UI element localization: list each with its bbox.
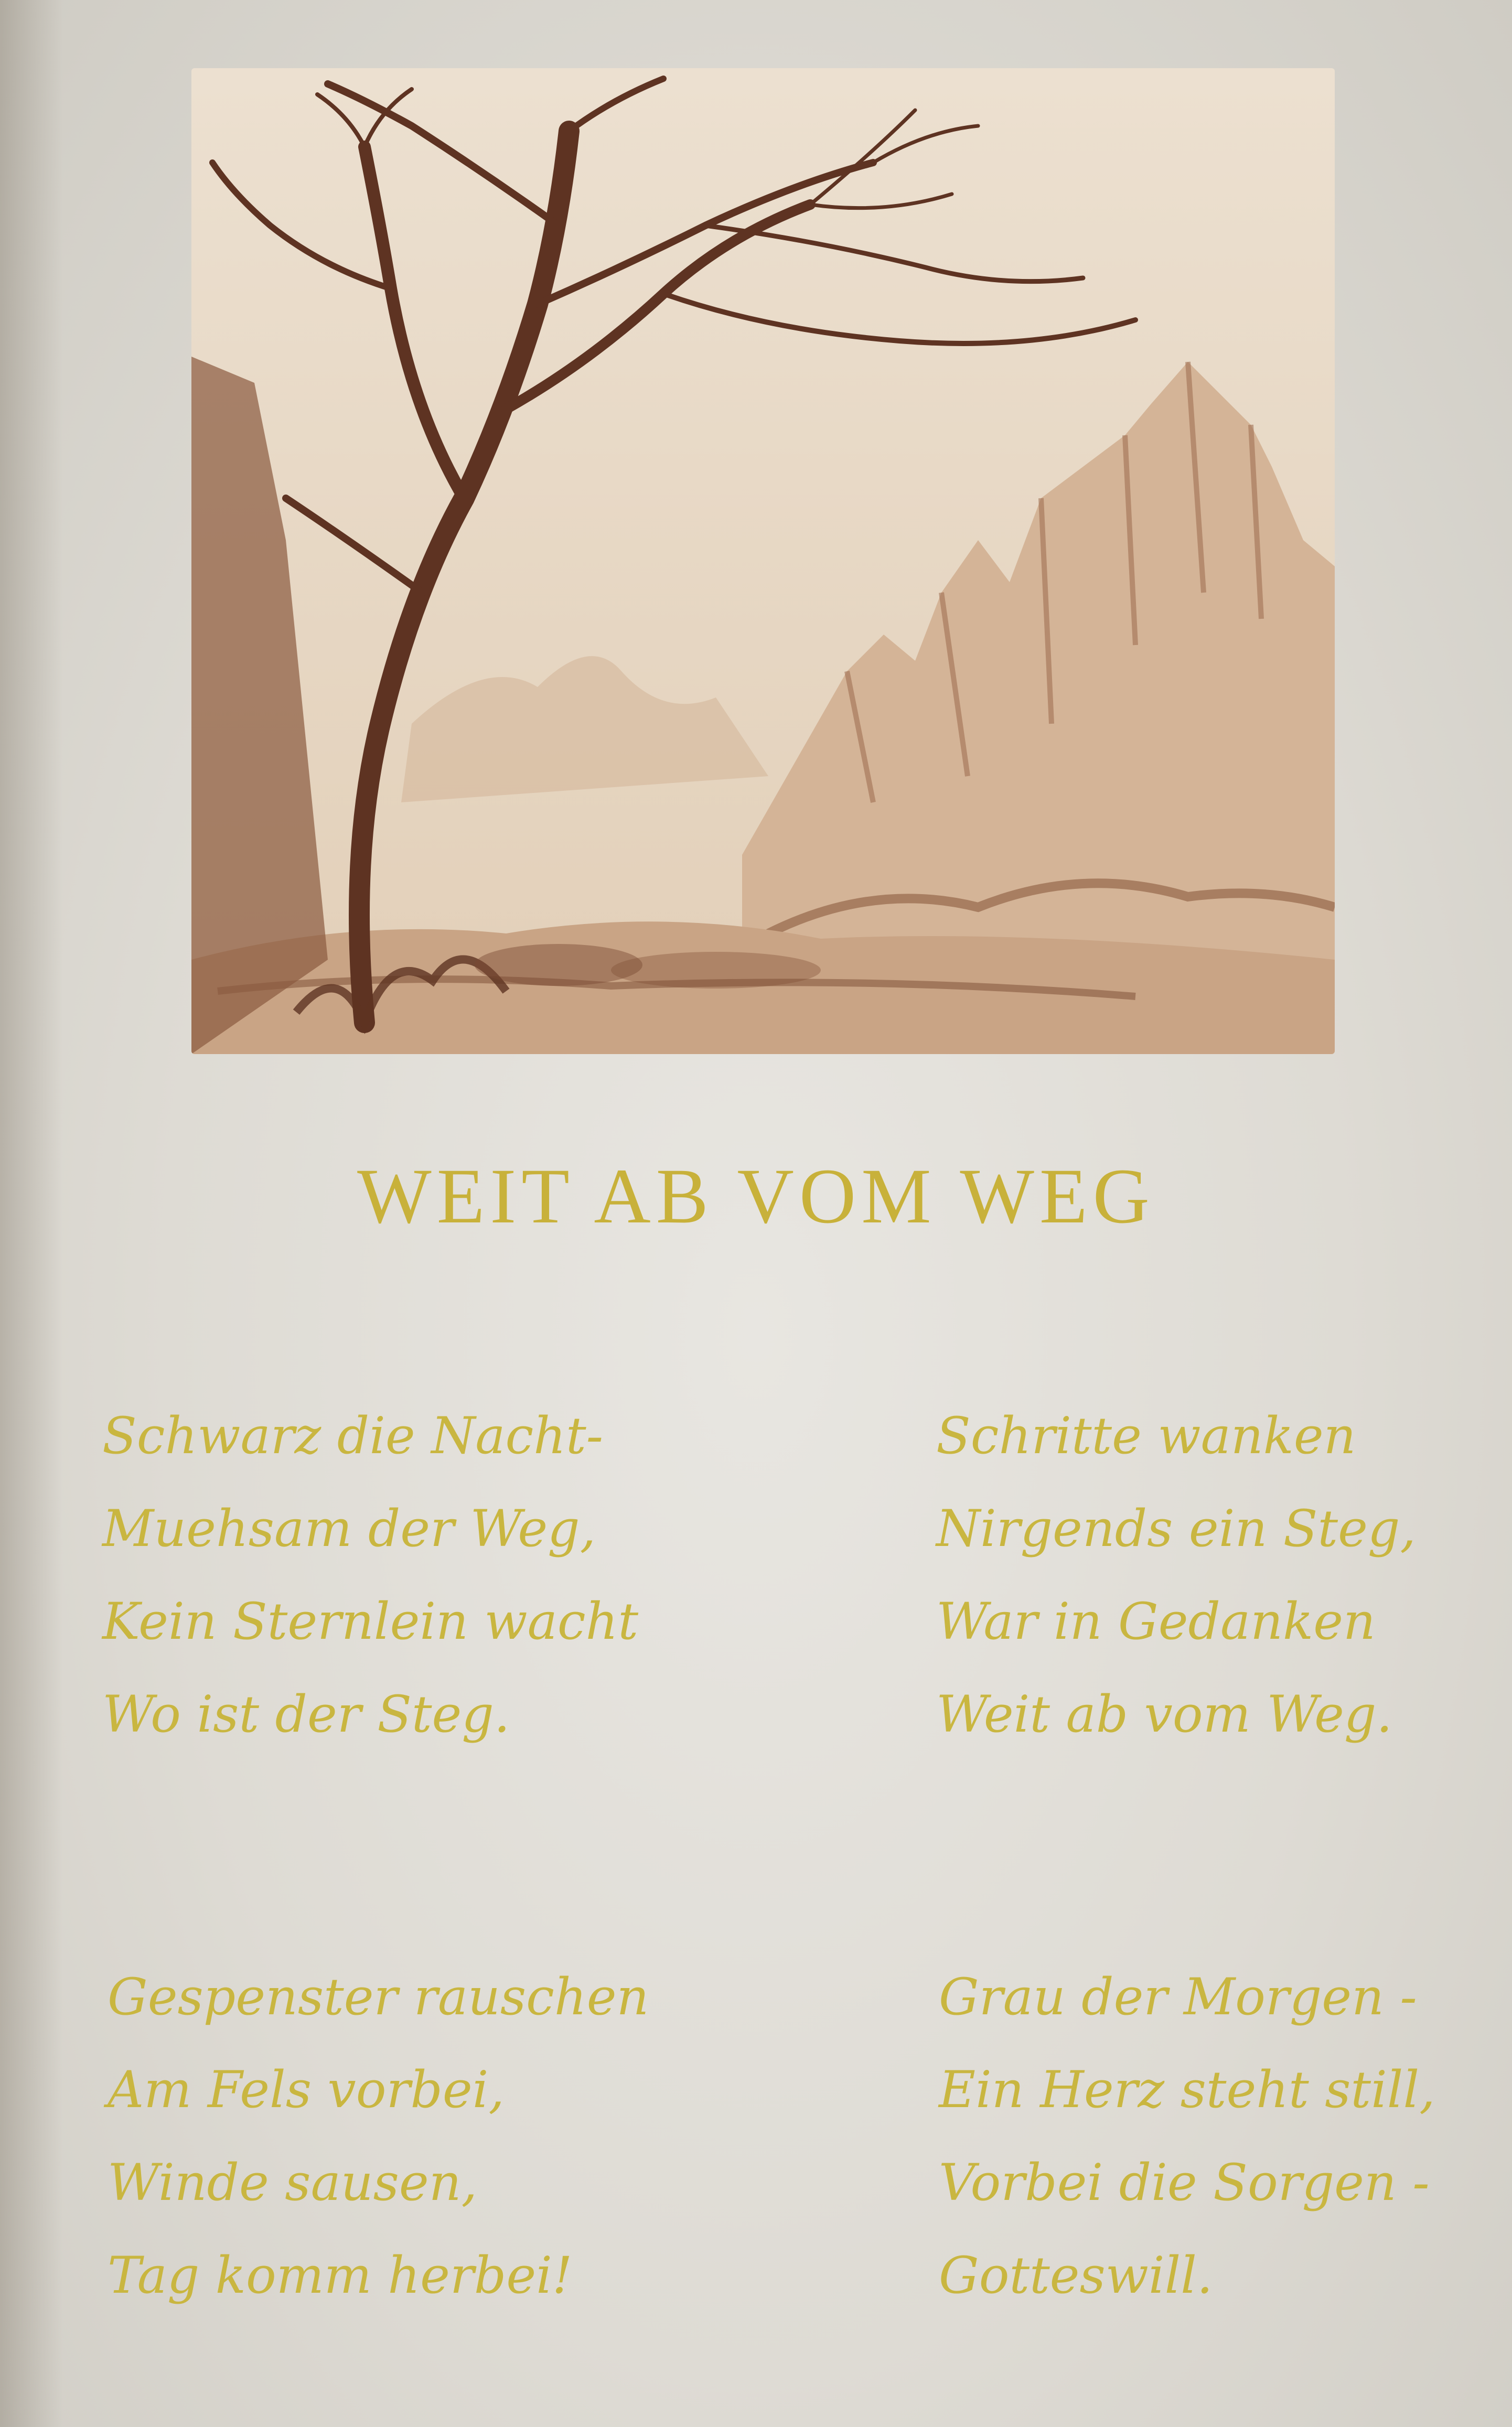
- tree-mountain-etching: [191, 68, 1335, 1054]
- stanza-line: Muehsam der Weg,: [102, 1499, 596, 1558]
- stanza-line: Tag komm herbei!: [108, 2246, 573, 2305]
- stanza-line: War in Gedanken: [936, 1592, 1376, 1651]
- stanza-line: Schritte wanken: [936, 1406, 1356, 1465]
- stanza-line: Ein Herz steht still,: [939, 2060, 1435, 2119]
- stanza-line: Am Fels vorbei,: [108, 2060, 505, 2119]
- poem-title: WEIT AB VOM WEG: [357, 1153, 1155, 1240]
- stanza-line: Nirgends ein Steg,: [936, 1499, 1416, 1558]
- stanza-4: [939, 1951, 1435, 2322]
- stanza-line: Gespenster rauschen: [108, 1968, 649, 2026]
- stanza-line: Gotteswill.: [939, 2246, 1213, 2305]
- stanza-line: Weit ab vom Weg.: [936, 1685, 1392, 1744]
- stanza-line: Winde sausen,: [108, 2153, 478, 2212]
- stanza-2: [936, 1390, 1416, 1761]
- stanza-line: Wo ist der Steg.: [102, 1685, 510, 1744]
- stanza-line: Grau der Morgen -: [939, 1968, 1417, 2026]
- stanza-line: Vorbei die Sorgen -: [939, 2153, 1430, 2212]
- stanza-line: Schwarz die Nacht-: [102, 1406, 604, 1465]
- stanza-3: [108, 1951, 649, 2322]
- stanza-line: Kein Sternlein wacht: [102, 1592, 639, 1651]
- stanza-1: [102, 1390, 638, 1761]
- etching-illustration: [191, 68, 1335, 1054]
